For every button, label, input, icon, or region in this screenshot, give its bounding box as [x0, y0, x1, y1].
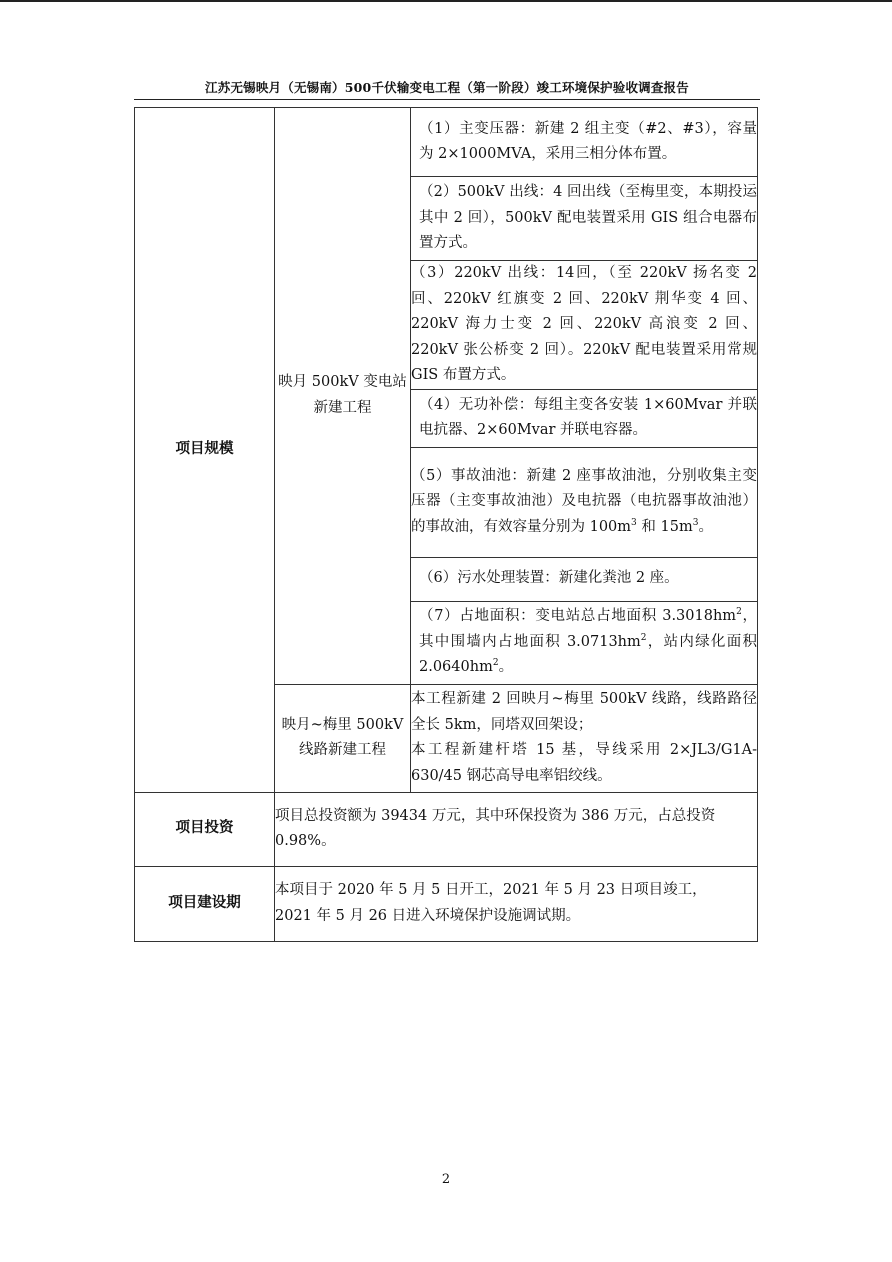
schedule-label: 项目建设期 [135, 866, 275, 941]
investment-text: 项目总投资额为 39434 万元，其中环保投资为 386 万元，占总投资 0.98%。 [275, 792, 758, 866]
item-reactive-compensation: （4）无功补偿：每组主变各安装 1×60Mvar 并联电抗器、2×60Mvar 并联电容器。 [411, 389, 758, 447]
substation-name: 映月 500kV 变电站新建工程 [275, 108, 411, 685]
superscript: 3 [692, 517, 699, 528]
superscript: 3 [631, 517, 637, 528]
item-land-area [411, 601, 758, 684]
table-row [135, 866, 758, 941]
land-area-text-end: 。 [498, 659, 514, 676]
schedule-line-2: 2021 年 5 月 26 日进入环境保护设施调试期。 [275, 907, 581, 924]
oil-pool-text: （5）事故油池：新建 2 座事故油池，分别收集主变压器（主变事故油池）及电抗器（电抗器事故油池）的事故油，有效容量分别为 100m [411, 467, 757, 535]
report-header-title: 江苏无锡映月（无锡南）500千伏输变电工程（第一阶段）竣工环境保护验收调查报告 [205, 80, 689, 95]
line-detail-2: 本工程新建杆塔 15 基，导线采用 2×JL3/G1A-630/45 钢芯高导电率铝绞线。 [411, 742, 757, 784]
header-rule [134, 99, 760, 100]
line-project-name: 映月~梅里 500kV 线路新建工程 [275, 684, 411, 792]
item-accident-oil-pool [411, 447, 758, 557]
line-project-detail [411, 684, 758, 792]
table-row [135, 792, 758, 866]
page-number: 2 [441, 1172, 451, 1187]
superscript: 2 [492, 658, 499, 669]
project-overview-table [134, 107, 758, 942]
investment-label: 项目投资 [135, 792, 275, 866]
top-border [0, 0, 892, 2]
line-detail-1: 本工程新建 2 回映月~梅里 500kV 线路，线路路径全长 5km，同塔双回架设； [411, 691, 757, 733]
scale-label: 项目规模 [135, 108, 275, 793]
superscript: 2 [736, 607, 742, 618]
table-row [135, 108, 758, 177]
item-sewage-treatment: （6）污水处理装置：新建化粪池 2 座。 [411, 557, 758, 601]
item-500kv-outlet: （2）500kV 出线：4 回出线（至梅里变，本期投运其中 2 回），500kV 配电装置采用 GIS 组合电器布置方式。 [411, 177, 758, 261]
land-area-text: （7）占地面积：变电站总占地面积 3.3018hm [419, 608, 737, 625]
land-area-text-mid2: ，站内绿化面积 2.0640hm [419, 633, 758, 676]
oil-pool-text-mid: 和 15m [636, 518, 693, 535]
land-area-text-mid: ，其中围墙内占地面积 3.0713hm [419, 608, 757, 650]
item-main-transformer: （1）主变压器：新建 2 组主变（#2、#3），容量为 2×1000MVA，采用三相分体布置。 [411, 108, 758, 177]
item-220kv-outlet: （3）220kV 出线：14回，（至 220kV 扬名变 2 回、220kV 红旗变 2 回、220kV 荆华变 4 回、220kV 海力士变 2 回、220kV 高浪变 2 回、220kV 张公桥变 2 回）。220kV 配电装置采用常规 GIS 布置方式。 [411, 261, 758, 390]
schedule-text [275, 866, 758, 941]
superscript: 2 [640, 632, 647, 643]
schedule-line-1: 本项目于 2020 年 5 月 5 日开工，2021 年 5 月 23 日项目竣工， [275, 882, 707, 898]
oil-pool-text-end: 。 [698, 518, 713, 535]
